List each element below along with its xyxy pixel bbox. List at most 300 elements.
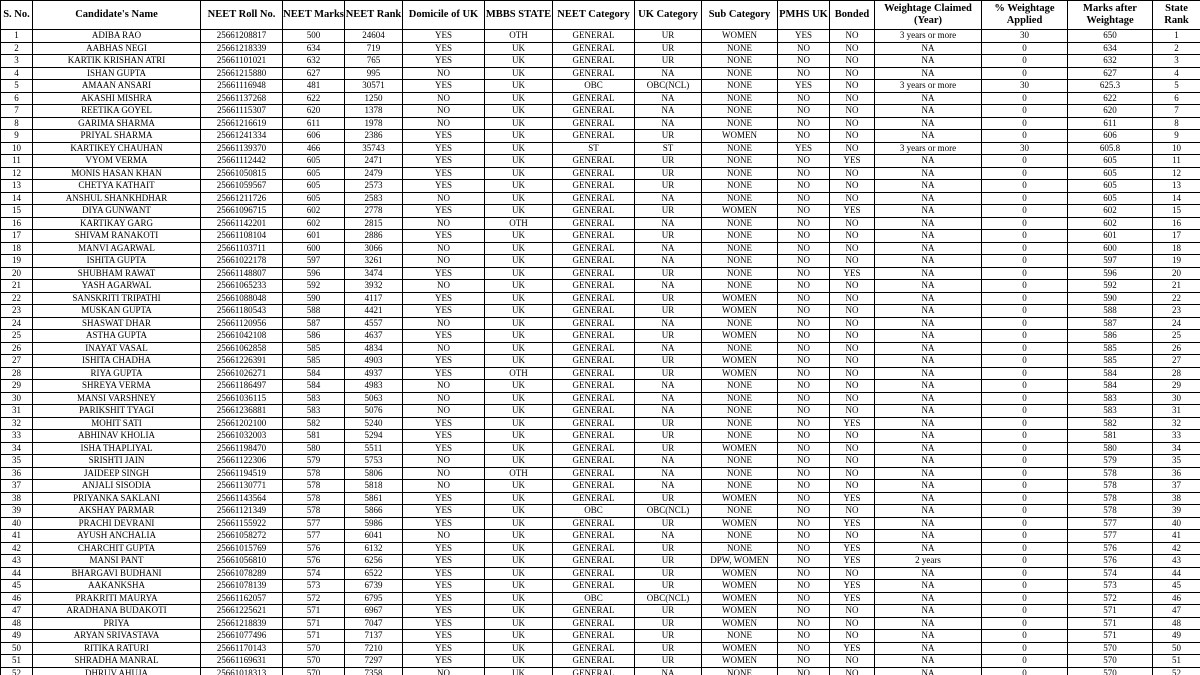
cell-state-rank: 19 — [1153, 255, 1200, 268]
cell-mbbs-state: UK — [485, 55, 553, 68]
cell-sno: 24 — [1, 317, 33, 330]
cell-neet-rank: 6967 — [345, 605, 403, 618]
cell-candidate-name: PRAKRITI MAURYA — [33, 592, 201, 605]
cell-sno: 6 — [1, 92, 33, 105]
table-row — [1, 530, 1200, 543]
cell-neet-category: GENERAL — [553, 555, 635, 568]
cell-neet-rank: 5806 — [345, 467, 403, 480]
cell-uk-category: NA — [635, 667, 702, 675]
cell-weightage-applied: 0 — [982, 555, 1068, 568]
cell-weightage-applied: 0 — [982, 217, 1068, 230]
cell-candidate-name: JAIDEEP SINGH — [33, 467, 201, 480]
cell-weightage-applied: 0 — [982, 342, 1068, 355]
cell-marks-after-weightage: 600 — [1068, 242, 1153, 255]
cell-domicile: NO — [403, 530, 485, 543]
cell-marks-after-weightage: 578 — [1068, 467, 1153, 480]
table-row — [1, 367, 1200, 380]
cell-bonded: YES — [830, 155, 875, 168]
cell-marks-after-weightage: 601 — [1068, 230, 1153, 243]
table-row — [1, 342, 1200, 355]
cell-pmhs-uk: NO — [778, 405, 830, 418]
cell-sno: 3 — [1, 55, 33, 68]
cell-neet-roll-no: 25661198470 — [201, 442, 283, 455]
cell-sub-category: WOMEN — [702, 617, 778, 630]
cell-pmhs-uk: NO — [778, 567, 830, 580]
cell-weightage-claimed: 3 years or more — [875, 142, 982, 155]
cell-neet-category: GENERAL — [553, 355, 635, 368]
header-neet-marks: NEET Marks — [283, 1, 345, 30]
table-row — [1, 67, 1200, 80]
header-neet-rank: NEET Rank — [345, 1, 403, 30]
cell-domicile: YES — [403, 130, 485, 143]
cell-neet-category: GENERAL — [553, 667, 635, 675]
cell-pmhs-uk: NO — [778, 55, 830, 68]
cell-sub-category: NONE — [702, 192, 778, 205]
cell-sno: 18 — [1, 242, 33, 255]
cell-pmhs-uk: NO — [778, 467, 830, 480]
header-weightage-claimed: Weightage Claimed (Year) — [875, 1, 982, 30]
cell-neet-marks: 584 — [283, 380, 345, 393]
cell-bonded: NO — [830, 55, 875, 68]
cell-pmhs-uk: NO — [778, 592, 830, 605]
cell-neet-marks: 570 — [283, 642, 345, 655]
cell-mbbs-state: UK — [485, 242, 553, 255]
cell-sub-category: WOMEN — [702, 30, 778, 43]
cell-bonded: YES — [830, 642, 875, 655]
cell-mbbs-state: UK — [485, 630, 553, 643]
cell-state-rank: 39 — [1153, 505, 1200, 518]
cell-state-rank: 16 — [1153, 217, 1200, 230]
cell-neet-roll-no: 25661050815 — [201, 167, 283, 180]
cell-marks-after-weightage: 588 — [1068, 305, 1153, 318]
cell-state-rank: 6 — [1153, 92, 1200, 105]
cell-bonded: YES — [830, 592, 875, 605]
cell-marks-after-weightage: 576 — [1068, 555, 1153, 568]
cell-sno: 11 — [1, 155, 33, 168]
cell-neet-marks: 580 — [283, 442, 345, 455]
cell-neet-category: OBC — [553, 80, 635, 93]
cell-domicile: NO — [403, 342, 485, 355]
cell-candidate-name: VYOM VERMA — [33, 155, 201, 168]
cell-neet-category: GENERAL — [553, 492, 635, 505]
cell-neet-roll-no: 25661088048 — [201, 292, 283, 305]
cell-state-rank: 33 — [1153, 430, 1200, 443]
cell-sub-category: NONE — [702, 417, 778, 430]
cell-uk-category: UR — [635, 267, 702, 280]
cell-sub-category: WOMEN — [702, 492, 778, 505]
cell-state-rank: 18 — [1153, 242, 1200, 255]
cell-bonded: NO — [830, 42, 875, 55]
cell-state-rank: 26 — [1153, 342, 1200, 355]
table-row — [1, 605, 1200, 618]
cell-domicile: YES — [403, 505, 485, 518]
cell-pmhs-uk: NO — [778, 180, 830, 193]
cell-neet-marks: 577 — [283, 530, 345, 543]
cell-marks-after-weightage: 581 — [1068, 430, 1153, 443]
cell-weightage-claimed: NA — [875, 380, 982, 393]
cell-pmhs-uk: YES — [778, 30, 830, 43]
cell-weightage-applied: 0 — [982, 305, 1068, 318]
cell-sno: 34 — [1, 442, 33, 455]
cell-weightage-applied: 30 — [982, 30, 1068, 43]
cell-candidate-name: ANJALI SISODIA — [33, 480, 201, 493]
header-mbbs-state: MBBS STATE — [485, 1, 553, 30]
cell-mbbs-state: UK — [485, 92, 553, 105]
cell-sub-category: NONE — [702, 467, 778, 480]
table-row — [1, 405, 1200, 418]
cell-weightage-claimed: NA — [875, 205, 982, 218]
cell-domicile: NO — [403, 117, 485, 130]
cell-domicile: YES — [403, 567, 485, 580]
cell-neet-category: GENERAL — [553, 167, 635, 180]
cell-weightage-claimed: 2 years — [875, 555, 982, 568]
cell-mbbs-state: UK — [485, 492, 553, 505]
cell-weightage-applied: 0 — [982, 405, 1068, 418]
cell-domicile: YES — [403, 542, 485, 555]
cell-sub-category: NONE — [702, 230, 778, 243]
cell-mbbs-state: UK — [485, 342, 553, 355]
cell-state-rank: 34 — [1153, 442, 1200, 455]
cell-weightage-claimed: NA — [875, 405, 982, 418]
table-row — [1, 180, 1200, 193]
header-neet-roll-no: NEET Roll No. — [201, 1, 283, 30]
cell-sub-category: NONE — [702, 405, 778, 418]
cell-neet-rank: 7210 — [345, 642, 403, 655]
cell-uk-category: UR — [635, 292, 702, 305]
cell-bonded: YES — [830, 580, 875, 593]
cell-candidate-name: MUSKAN GUPTA — [33, 305, 201, 318]
cell-uk-category: NA — [635, 217, 702, 230]
cell-neet-category: GENERAL — [553, 242, 635, 255]
cell-uk-category: UR — [635, 130, 702, 143]
cell-neet-rank: 3066 — [345, 242, 403, 255]
cell-uk-category: OBC(NCL) — [635, 505, 702, 518]
cell-state-rank: 50 — [1153, 642, 1200, 655]
cell-neet-rank: 6795 — [345, 592, 403, 605]
cell-neet-rank: 5511 — [345, 442, 403, 455]
cell-mbbs-state: UK — [485, 80, 553, 93]
cell-candidate-name: AYUSH ANCHALIA — [33, 530, 201, 543]
cell-candidate-name: ANSHUL SHANKHDHAR — [33, 192, 201, 205]
cell-neet-roll-no: 25661015769 — [201, 542, 283, 555]
cell-neet-category: GENERAL — [553, 155, 635, 168]
cell-state-rank: 22 — [1153, 292, 1200, 305]
cell-weightage-claimed: NA — [875, 92, 982, 105]
cell-sub-category: WOMEN — [702, 580, 778, 593]
table-row — [1, 592, 1200, 605]
cell-neet-rank: 5753 — [345, 455, 403, 468]
cell-sub-category: NONE — [702, 342, 778, 355]
cell-marks-after-weightage: 584 — [1068, 380, 1153, 393]
cell-neet-category: GENERAL — [553, 655, 635, 668]
cell-neet-category: GENERAL — [553, 405, 635, 418]
cell-weightage-claimed: 3 years or more — [875, 80, 982, 93]
cell-weightage-claimed: NA — [875, 117, 982, 130]
cell-neet-marks: 600 — [283, 242, 345, 255]
cell-candidate-name: ISHA THAPLIYAL — [33, 442, 201, 455]
cell-neet-category: GENERAL — [553, 317, 635, 330]
cell-sub-category: NONE — [702, 167, 778, 180]
cell-candidate-name: ISHITA GUPTA — [33, 255, 201, 268]
cell-neet-category: GENERAL — [553, 217, 635, 230]
cell-sub-category: NONE — [702, 80, 778, 93]
cell-state-rank: 52 — [1153, 667, 1200, 675]
cell-marks-after-weightage: 570 — [1068, 642, 1153, 655]
cell-mbbs-state: UK — [485, 280, 553, 293]
cell-candidate-name: PARIKSHIT TYAGI — [33, 405, 201, 418]
table-row — [1, 392, 1200, 405]
cell-weightage-applied: 0 — [982, 355, 1068, 368]
cell-sub-category: NONE — [702, 317, 778, 330]
cell-bonded: NO — [830, 30, 875, 43]
cell-neet-rank: 5076 — [345, 405, 403, 418]
table-row — [1, 555, 1200, 568]
cell-neet-rank: 6256 — [345, 555, 403, 568]
cell-neet-marks: 605 — [283, 192, 345, 205]
table-row — [1, 505, 1200, 518]
cell-neet-rank: 7358 — [345, 667, 403, 675]
cell-neet-rank: 2583 — [345, 192, 403, 205]
cell-sub-category: WOMEN — [702, 205, 778, 218]
cell-state-rank: 2 — [1153, 42, 1200, 55]
table-row — [1, 292, 1200, 305]
cell-neet-rank: 5866 — [345, 505, 403, 518]
cell-neet-roll-no: 25661078289 — [201, 567, 283, 580]
cell-mbbs-state: UK — [485, 442, 553, 455]
cell-pmhs-uk: NO — [778, 130, 830, 143]
cell-sub-category: NONE — [702, 142, 778, 155]
table-row — [1, 105, 1200, 118]
cell-neet-rank: 719 — [345, 42, 403, 55]
cell-sub-category: WOMEN — [702, 305, 778, 318]
cell-weightage-claimed: NA — [875, 155, 982, 168]
cell-neet-roll-no: 25661103711 — [201, 242, 283, 255]
cell-neet-category: GENERAL — [553, 530, 635, 543]
cell-neet-category: GENERAL — [553, 542, 635, 555]
cell-domicile: NO — [403, 380, 485, 393]
cell-neet-rank: 4117 — [345, 292, 403, 305]
cell-bonded: NO — [830, 105, 875, 118]
cell-state-rank: 1 — [1153, 30, 1200, 43]
table-row — [1, 655, 1200, 668]
cell-pmhs-uk: YES — [778, 142, 830, 155]
cell-domicile: NO — [403, 242, 485, 255]
cell-sub-category: NONE — [702, 542, 778, 555]
cell-bonded: NO — [830, 292, 875, 305]
cell-pmhs-uk: NO — [778, 517, 830, 530]
cell-neet-roll-no: 25661078139 — [201, 580, 283, 593]
cell-neet-category: GENERAL — [553, 205, 635, 218]
cell-sub-category: NONE — [702, 217, 778, 230]
cell-pmhs-uk: NO — [778, 205, 830, 218]
cell-marks-after-weightage: 650 — [1068, 30, 1153, 43]
cell-candidate-name: ARADHANA BUDAKOTI — [33, 605, 201, 618]
cell-neet-rank: 2886 — [345, 230, 403, 243]
cell-bonded: YES — [830, 555, 875, 568]
cell-neet-marks: 574 — [283, 567, 345, 580]
cell-candidate-name: PRIYA — [33, 617, 201, 630]
cell-state-rank: 3 — [1153, 55, 1200, 68]
cell-pmhs-uk: NO — [778, 492, 830, 505]
table-row — [1, 117, 1200, 130]
cell-marks-after-weightage: 578 — [1068, 492, 1153, 505]
cell-state-rank: 13 — [1153, 180, 1200, 193]
cell-neet-roll-no: 25661130771 — [201, 480, 283, 493]
cell-neet-roll-no: 25661215880 — [201, 67, 283, 80]
cell-weightage-applied: 0 — [982, 67, 1068, 80]
cell-sno: 46 — [1, 592, 33, 605]
cell-candidate-name: RITIKA RATURI — [33, 642, 201, 655]
cell-neet-marks: 627 — [283, 67, 345, 80]
cell-uk-category: UR — [635, 580, 702, 593]
cell-marks-after-weightage: 571 — [1068, 605, 1153, 618]
cell-candidate-name: PRIYANKA SAKLANI — [33, 492, 201, 505]
cell-marks-after-weightage: 605 — [1068, 192, 1153, 205]
header-bonded: Bonded — [830, 1, 875, 30]
header-row — [1, 1, 1200, 30]
cell-neet-roll-no: 25661026271 — [201, 367, 283, 380]
cell-neet-rank: 5063 — [345, 392, 403, 405]
cell-neet-marks: 500 — [283, 30, 345, 43]
cell-marks-after-weightage: 571 — [1068, 617, 1153, 630]
cell-uk-category: NA — [635, 380, 702, 393]
cell-mbbs-state: UK — [485, 192, 553, 205]
cell-bonded: NO — [830, 355, 875, 368]
cell-pmhs-uk: NO — [778, 617, 830, 630]
cell-candidate-name: AMAAN ANSARI — [33, 80, 201, 93]
cell-state-rank: 28 — [1153, 367, 1200, 380]
cell-uk-category: UR — [635, 630, 702, 643]
cell-marks-after-weightage: 611 — [1068, 117, 1153, 130]
cell-mbbs-state: UK — [485, 655, 553, 668]
cell-sub-category: NONE — [702, 42, 778, 55]
cell-state-rank: 41 — [1153, 530, 1200, 543]
cell-uk-category: UR — [635, 205, 702, 218]
cell-domicile: YES — [403, 442, 485, 455]
header-marks-after-weightage: Marks after Weightage — [1068, 1, 1153, 30]
cell-uk-category: UR — [635, 167, 702, 180]
cell-candidate-name: PRIYAL SHARMA — [33, 130, 201, 143]
cell-state-rank: 12 — [1153, 167, 1200, 180]
cell-neet-roll-no: 25661056810 — [201, 555, 283, 568]
cell-weightage-applied: 0 — [982, 92, 1068, 105]
cell-mbbs-state: UK — [485, 480, 553, 493]
cell-sub-category: NONE — [702, 242, 778, 255]
cell-neet-rank: 4983 — [345, 380, 403, 393]
cell-sno: 4 — [1, 67, 33, 80]
cell-sno: 13 — [1, 180, 33, 193]
cell-neet-rank: 7137 — [345, 630, 403, 643]
cell-candidate-name: KARTIKAY GARG — [33, 217, 201, 230]
cell-domicile: YES — [403, 492, 485, 505]
cell-candidate-name: RIYA GUPTA — [33, 367, 201, 380]
cell-weightage-applied: 0 — [982, 380, 1068, 393]
cell-neet-rank: 7047 — [345, 617, 403, 630]
cell-uk-category: UR — [635, 367, 702, 380]
cell-uk-category: NA — [635, 317, 702, 330]
cell-weightage-applied: 0 — [982, 192, 1068, 205]
cell-neet-marks: 570 — [283, 655, 345, 668]
cell-marks-after-weightage: 583 — [1068, 405, 1153, 418]
cell-uk-category: NA — [635, 530, 702, 543]
cell-weightage-applied: 0 — [982, 367, 1068, 380]
cell-pmhs-uk: NO — [778, 555, 830, 568]
cell-mbbs-state: UK — [485, 167, 553, 180]
cell-sno: 48 — [1, 617, 33, 630]
cell-domicile: YES — [403, 42, 485, 55]
cell-weightage-applied: 0 — [982, 430, 1068, 443]
cell-uk-category: UR — [635, 655, 702, 668]
cell-sub-category: WOMEN — [702, 355, 778, 368]
cell-uk-category: UR — [635, 517, 702, 530]
cell-candidate-name: MANVI AGARWAL — [33, 242, 201, 255]
cell-neet-category: GENERAL — [553, 292, 635, 305]
cell-weightage-claimed: NA — [875, 192, 982, 205]
cell-sub-category: NONE — [702, 55, 778, 68]
table-row — [1, 142, 1200, 155]
cell-neet-category: GENERAL — [553, 617, 635, 630]
header-sno: S. No. — [1, 1, 33, 30]
cell-bonded: NO — [830, 392, 875, 405]
cell-neet-rank: 6739 — [345, 580, 403, 593]
cell-sub-category: NONE — [702, 380, 778, 393]
cell-marks-after-weightage: 625.3 — [1068, 80, 1153, 93]
cell-marks-after-weightage: 573 — [1068, 580, 1153, 593]
cell-mbbs-state: UK — [485, 130, 553, 143]
cell-marks-after-weightage: 592 — [1068, 280, 1153, 293]
cell-neet-roll-no: 25661211726 — [201, 192, 283, 205]
table-row — [1, 205, 1200, 218]
cell-uk-category: NA — [635, 467, 702, 480]
cell-sno: 20 — [1, 267, 33, 280]
cell-marks-after-weightage: 622 — [1068, 92, 1153, 105]
cell-neet-marks: 605 — [283, 180, 345, 193]
cell-domicile: NO — [403, 255, 485, 268]
cell-marks-after-weightage: 605.8 — [1068, 142, 1153, 155]
cell-bonded: NO — [830, 142, 875, 155]
header-weightage-applied: % Weightage Applied — [982, 1, 1068, 30]
cell-sno: 51 — [1, 655, 33, 668]
cell-neet-category: GENERAL — [553, 42, 635, 55]
cell-uk-category: UR — [635, 642, 702, 655]
cell-sub-category: NONE — [702, 667, 778, 675]
cell-state-rank: 7 — [1153, 105, 1200, 118]
cell-neet-roll-no: 25661208817 — [201, 30, 283, 43]
cell-neet-marks: 576 — [283, 555, 345, 568]
cell-state-rank: 47 — [1153, 605, 1200, 618]
cell-mbbs-state: UK — [485, 517, 553, 530]
cell-weightage-claimed: NA — [875, 342, 982, 355]
header-sub-category: Sub Category — [702, 1, 778, 30]
cell-weightage-claimed: NA — [875, 180, 982, 193]
cell-sno: 40 — [1, 517, 33, 530]
cell-weightage-applied: 0 — [982, 642, 1068, 655]
cell-uk-category: OBC(NCL) — [635, 80, 702, 93]
cell-uk-category: ST — [635, 142, 702, 155]
cell-weightage-claimed: NA — [875, 267, 982, 280]
cell-mbbs-state: OTH — [485, 217, 553, 230]
cell-sno: 49 — [1, 630, 33, 643]
cell-marks-after-weightage: 605 — [1068, 167, 1153, 180]
cell-uk-category: NA — [635, 405, 702, 418]
cell-weightage-claimed: NA — [875, 392, 982, 405]
cell-weightage-applied: 0 — [982, 567, 1068, 580]
cell-sno: 1 — [1, 30, 33, 43]
cell-state-rank: 35 — [1153, 455, 1200, 468]
cell-pmhs-uk: NO — [778, 117, 830, 130]
cell-bonded: NO — [830, 380, 875, 393]
cell-mbbs-state: OTH — [485, 30, 553, 43]
